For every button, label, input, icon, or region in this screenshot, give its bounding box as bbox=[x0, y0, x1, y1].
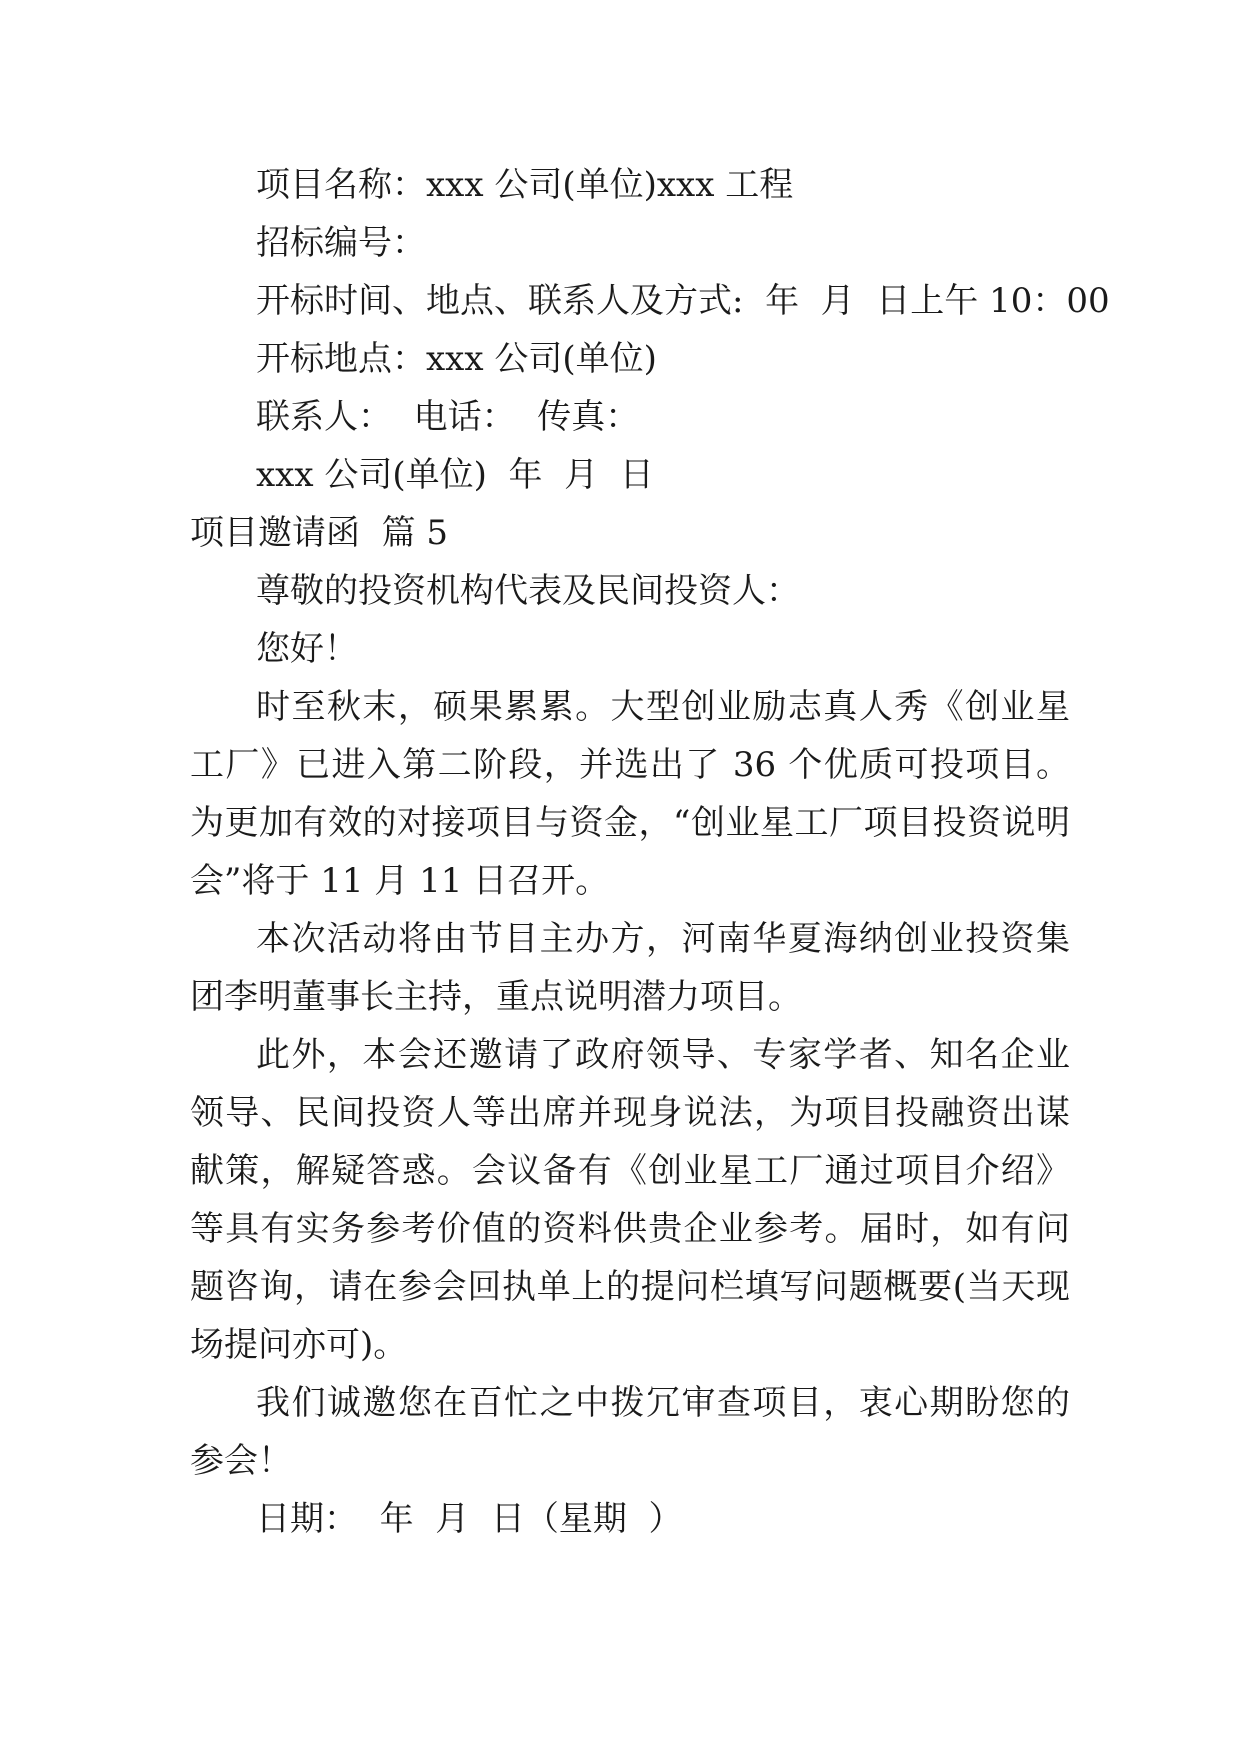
signature-line: xxx 公司(单位) 年 月 日 bbox=[256, 455, 654, 495]
date-line: 日期： 年 月 日（星期 ） bbox=[256, 1499, 683, 1539]
opening-place-line: 开标地点：xxx 公司(单位) bbox=[256, 339, 657, 379]
greeting: 您好！ bbox=[256, 629, 358, 669]
salutation: 尊敬的投资机构代表及民间投资人： bbox=[256, 571, 800, 611]
body-paragraph-2: 本次活动将由节目主办方，河南华夏海纳创业投资集团李明董事长主持，重点说明潜力项目。 bbox=[190, 919, 1070, 1017]
contacts-line: 联系人： 电话： 传真： bbox=[256, 397, 640, 437]
opening-time-line: 开标时间、地点、联系人及方式: 年 月 日上午 10：00 bbox=[256, 281, 1110, 321]
body-paragraph-3: 此外，本会还邀请了政府领导、专家学者、知名企业领导、民间投资人等出席并现身说法，为项目投融资出谋献策，解疑答惑。会议备有《创业星工厂通过项目介绍》等具有实务参考价值的资料供贵企业参考。届时，如有问题咨询，请在参会回执单上的提问栏填写问题概要(当天现场提问亦可)。 bbox=[190, 1035, 1070, 1365]
bid-number-line: 招标编号： bbox=[256, 223, 426, 263]
body-paragraph-4: 我们诚邀您在百忙之中拨冗审查项目，衷心期盼您的参会！ bbox=[190, 1383, 1070, 1481]
body-paragraph-1: 时至秋末，硕果累累。大型创业励志真人秀《创业星工厂》已进入第二阶段，并选出了 36 个优质可投项目。为更加有效的对接项目与资金，“创业星工厂项目投资说明会”将于 11 月 11 日召开。 bbox=[190, 687, 1070, 901]
project-name-line: 项目名称：xxx 公司(单位)xxx 工程 bbox=[256, 165, 794, 205]
document-page bbox=[190, 156, 1110, 1548]
section-title: 项目邀请函 篇 5 bbox=[190, 513, 449, 553]
